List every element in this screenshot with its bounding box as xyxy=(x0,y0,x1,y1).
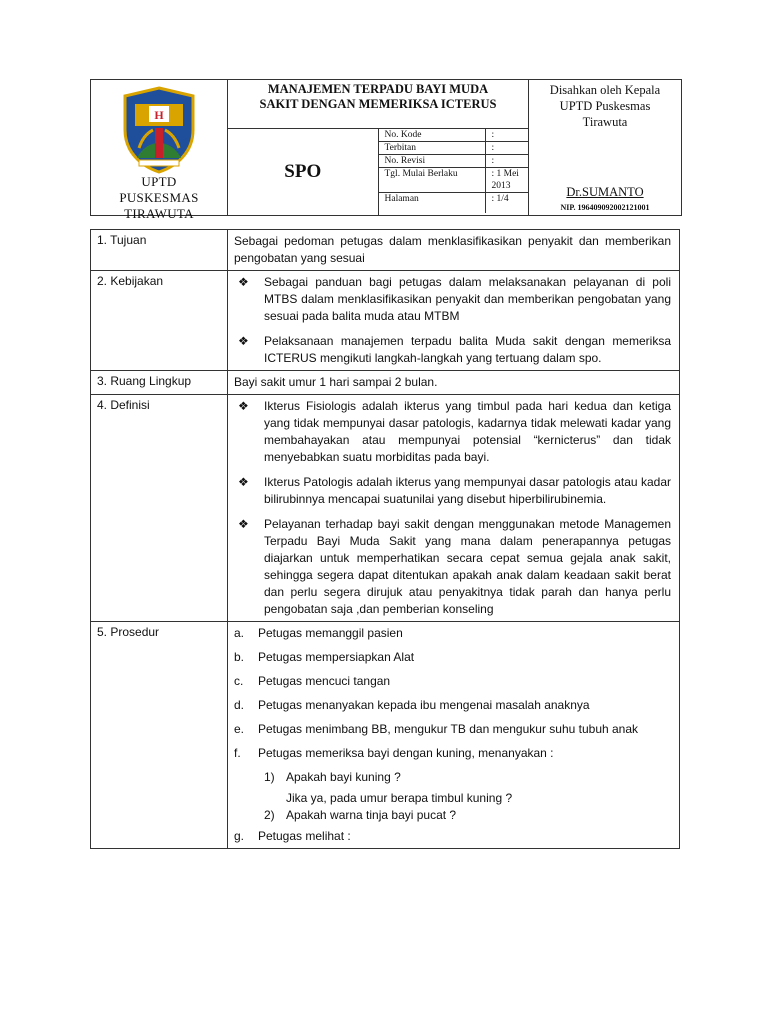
step-marker: f. xyxy=(234,746,241,760)
step-text: Petugas menanyakan kepada ibu mengenai masalah anaknya xyxy=(258,698,590,712)
unit-name xyxy=(91,174,227,222)
sub-marker: 1) xyxy=(264,770,275,784)
diamond-bullet-icon: ❖ xyxy=(238,517,249,531)
step-text: Petugas mempersiapkan Alat xyxy=(258,650,415,664)
bullet-item xyxy=(234,333,671,367)
procedure-step xyxy=(234,625,671,642)
signer-name: Dr.SUMANTO xyxy=(566,185,644,199)
section-text-ruang-lingkup: Bayi sakit umur 1 hari sampai 2 bulan. xyxy=(228,371,680,395)
svg-text:H: H xyxy=(154,108,164,122)
meta-value: : 1 Mei 2013 xyxy=(485,168,528,193)
approval-cell xyxy=(529,80,682,216)
unit-line: UPTD xyxy=(141,174,177,189)
sub-text: Apakah bayi kuning ? xyxy=(286,770,401,784)
approval-line: Disahkan oleh Kepala xyxy=(549,83,661,97)
bullet-text: Pelayanan terhadap bayi sakit dengan menggunakan metode Managemen Terpadu Bayi Muda Sakit yang mana dalam penerapannya petugas diajarkan untuk memperhatikan secara cepat semua gejala anak sakit, sehingga segera dapat ditentukan apakah anak dalam keadaan sakit berat dan perlu segera dirujuk atau penyakitnya tidak parah dan hanya perlu pengobatan saja ,dan pemberian konseling xyxy=(264,517,671,616)
step-text: Petugas memeriksa bayi dengan kuning, menanyakan : xyxy=(258,746,554,760)
meta-value: : xyxy=(485,129,528,142)
unit-cell xyxy=(91,80,228,221)
procedure-step xyxy=(234,828,671,845)
procedure-body xyxy=(90,229,680,849)
meta-key: Terbitan xyxy=(379,142,486,155)
title-line: SAKIT DENGAN MEMERIKSA ICTERUS xyxy=(259,97,497,111)
title-line: MANAJEMEN TERPADU BAYI MUDA xyxy=(267,82,489,96)
bullet-text: Ikterus Patologis adalah ikterus yang mempunyai dasar patologis atau kadar bilirubinnya mencapai suatunilai yang disebut hiperbilirubinemia. xyxy=(264,475,671,506)
bullet-item xyxy=(234,474,671,508)
step-text: Petugas memanggil pasien xyxy=(258,626,403,640)
step-marker: b. xyxy=(234,650,245,664)
bullet-item xyxy=(234,398,671,466)
meta-key: No. Kode xyxy=(379,129,486,142)
unit-line: PUSKESMAS xyxy=(119,190,199,205)
step-marker: g. xyxy=(234,829,245,843)
unit-line: TIRAWUTA xyxy=(124,206,194,221)
coat-of-arms-logo-icon xyxy=(119,86,199,174)
section-row xyxy=(91,271,680,371)
sub-note: Jika ya, pada umur berapa timbul kuning ? xyxy=(286,791,513,805)
meta-key: No. Revisi xyxy=(379,155,486,168)
section-content-kebijakan xyxy=(228,271,680,371)
metadata-cell xyxy=(378,129,529,216)
section-label-kebijakan: 2. Kebijakan xyxy=(91,271,228,371)
diamond-bullet-icon: ❖ xyxy=(238,399,249,413)
bullet-item xyxy=(234,516,671,618)
procedure-step xyxy=(234,697,671,714)
section-label-prosedur: 5. Prosedur xyxy=(91,622,228,849)
step-marker: a. xyxy=(234,626,245,640)
section-row xyxy=(91,371,680,395)
step-text: Petugas melihat : xyxy=(258,829,351,843)
meta-key: Tgl. Mulai Berlaku xyxy=(379,168,486,193)
diamond-bullet-icon: ❖ xyxy=(238,275,249,289)
document-title xyxy=(228,80,529,129)
diamond-bullet-icon: ❖ xyxy=(238,334,249,348)
document-header xyxy=(90,79,682,221)
bullet-text: Pelaksanaan manajemen terpadu balita Muda sakit dengan memeriksa ICTERUS mengikuti langkah-langkah yang tertuang dalam spo. xyxy=(264,334,671,365)
sub-text: Apakah warna tinja bayi pucat ? xyxy=(286,808,457,822)
diamond-bullet-icon: ❖ xyxy=(238,475,249,489)
section-label-definisi: 4. Definisi xyxy=(91,395,228,622)
bullet-text: Ikterus Fisiologis adalah ikterus yang timbul pada hari kedua dan ketiga yang tidak mempunyai dasar patologis, kadarnya tidak melewati kadar yang membahayakan atau mempunyai potensial “kernicterus” dan tidak menyebabkan suatu morbiditas pada bayi. xyxy=(264,399,671,464)
sub-marker: 2) xyxy=(264,808,275,822)
section-row xyxy=(91,622,680,849)
section-label-ruang-lingkup: 3. Ruang Lingkup xyxy=(91,371,228,395)
bullet-item xyxy=(234,274,671,325)
signer-nip: NIP. 196409092002121001 xyxy=(560,203,650,212)
section-content-definisi xyxy=(228,395,680,622)
approval-line: UPTD Puskesmas xyxy=(559,99,651,113)
step-text: Petugas menimbang BB, mengukur TB dan mengukur suhu tubuh anak xyxy=(258,722,639,736)
procedure-step xyxy=(234,673,671,690)
meta-value: : xyxy=(485,155,528,168)
approval-line: Tirawuta xyxy=(582,115,628,129)
section-row xyxy=(91,395,680,622)
meta-value: : xyxy=(485,142,528,155)
metadata-table xyxy=(379,129,529,213)
sub-question xyxy=(234,807,671,824)
step-text: Petugas mencuci tangan xyxy=(258,674,391,688)
section-content-prosedur xyxy=(228,622,680,849)
section-text-tujuan: Sebagai pedoman petugas dalam menklasifikasikan penyakit dan memberikan pengobatan yang sesuai xyxy=(228,230,680,271)
doc-type-label: SPO xyxy=(228,129,379,216)
step-marker: d. xyxy=(234,698,245,712)
section-row xyxy=(91,230,680,271)
step-marker: c. xyxy=(234,674,244,688)
bullet-text: Sebagai panduan bagi petugas dalam melaksanakan pelayanan di poli MTBS dalam menklasifikasikan penyakit dan memberikan pengobatan yang sesuai pada balita muda atau MTBM xyxy=(264,275,671,323)
procedure-step xyxy=(234,721,671,738)
approval-text xyxy=(529,82,681,130)
section-label-tujuan: 1. Tujuan xyxy=(91,230,228,271)
procedure-step xyxy=(234,649,671,666)
sub-question xyxy=(234,769,671,786)
meta-key: Halaman xyxy=(379,193,486,214)
step-marker: e. xyxy=(234,722,245,736)
meta-value: : 1/4 xyxy=(491,194,509,204)
procedure-step xyxy=(234,745,671,762)
